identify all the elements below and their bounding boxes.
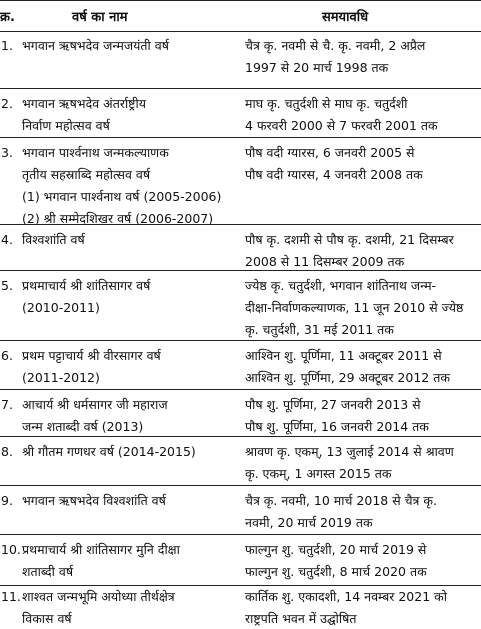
row-time-period: कार्तिक शु. एकादशी, 14 नवम्बर 2021 को राष्ट्रपति भवन में उद्घोषित [245,589,447,626]
table-row [0,341,481,390]
row-number: 9. [1,493,13,508]
row-year-name: प्रथमाचार्य श्री शांतिसागर मुनि दीक्षा शताब्दी वर्ष [22,542,180,579]
row-time-period: आश्विन शु. पूर्णिमा, 11 अक्टूबर 2011 से आश्विन शु. पूर्णिमा, 29 अक्टूबर 2012 तक [245,348,450,385]
table-row [0,586,481,628]
table-row [0,31,481,89]
table-row [0,486,481,535]
table-row [0,271,481,341]
row-number: 11. [1,589,21,604]
row-number: 4. [1,232,13,247]
row-year-name: विश्वशांति वर्ष [22,232,85,247]
row-year-name: शाश्वत जन्मभूमि अयोध्या तीर्थक्षेत्र विकास वर्ष [22,589,175,626]
row-year-name: प्रथम पट्टाचार्य श्री वीरसागर वर्ष (2011-2012) [22,348,161,385]
row-number: 6. [1,348,13,363]
row-year-name: आचार्य श्री धर्मसागर जी महाराज जन्म शताब्दी वर्ष (2013) [22,397,168,434]
table-row [0,437,481,486]
header-serial-number: क्र. [0,10,15,25]
row-number: 8. [1,444,13,459]
row-time-period: चैत्र कृ. नवमी, 10 मार्च 2018 से चैत्र कृ. नवमी, 20 मार्च 2019 तक [245,493,437,530]
row-time-period: ज्येष्ठ कृ. चतुर्दशी, भगवान शांतिनाथ जन्म- दीक्षा-निर्वाणकल्याणक, 11 जून 2010 से ज्येष्ठ कृ. चतुर्दशी, 31 मई 2011 तक [245,278,464,337]
row-number: 5. [1,278,13,293]
row-time-period: पौष शु. पूर्णिमा, 27 जनवरी 2013 से पौष शु. पूर्णिमा, 16 जनवरी 2014 तक [245,397,429,434]
row-time-period: श्रावण कृ. एकम्, 13 जुलाई 2014 से श्रावण कृ. एकम्, 1 अगस्त 2015 तक [245,444,454,481]
table-row [0,225,481,271]
row-time-period: पौष वदी ग्यारस, 6 जनवरी 2005 से पौष वदी ग्यारस, 4 जनवरी 2008 तक [245,145,423,182]
table-header [0,0,481,32]
row-year-name: प्रथमाचार्य श्री शांतिसागर वर्ष (2010-2011) [22,278,151,315]
header-time-period: समयावधि [322,10,369,25]
row-year-name: श्री गौतम गणधर वर्ष (2014-2015) [22,444,196,459]
table-row [0,138,481,225]
header-year-name: वर्ष का नाम [72,10,128,25]
row-time-period: चैत्र कृ. नवमी से चै. कृ. नवमी, 2 अप्रैल 1997 से 20 मार्च 1998 तक [245,38,426,75]
row-time-period: माघ कृ. चतुर्दशी से माघ कृ. चतुर्दशी 4 फरवरी 2000 से 7 फरवरी 2001 तक [245,96,438,133]
row-time-period: फाल्गुन शु. चतुर्दशी, 20 मार्च 2019 से फाल्गुन शु. चतुर्दशी, 8 मार्च 2020 तक [245,542,427,579]
table-row [0,535,481,586]
row-number: 7. [1,397,13,412]
row-number: 3. [1,145,13,160]
row-number: 2. [1,96,13,111]
row-year-name: भगवान ऋषभदेव जन्मजयंती वर्ष [22,38,169,53]
row-year-name: भगवान ऋषभदेव विश्वशांति वर्ष [22,493,166,508]
row-number: 1. [1,38,13,53]
row-number: 10. [1,542,21,557]
table-row [0,390,481,437]
row-year-name: भगवान ऋषभदेव अंतर्राष्ट्रीय निर्वाण महोत्सव वर्ष [22,96,146,133]
row-year-name: भगवान पार्श्वनाथ जन्मकल्याणक तृतीय सहस्राब्दि महोत्सव वर्ष (1) भगवान पार्श्वनाथ वर्ष (2005-2006) (2) श्री सम्मेदशिखर वर्ष (2006-2007) [22,145,222,226]
row-time-period: पौष कृ. दशमी से पौष कृ. दशमी, 21 दिसम्बर 2008 से 11 दिसम्बर 2009 तक [245,232,454,269]
table-row [0,89,481,138]
